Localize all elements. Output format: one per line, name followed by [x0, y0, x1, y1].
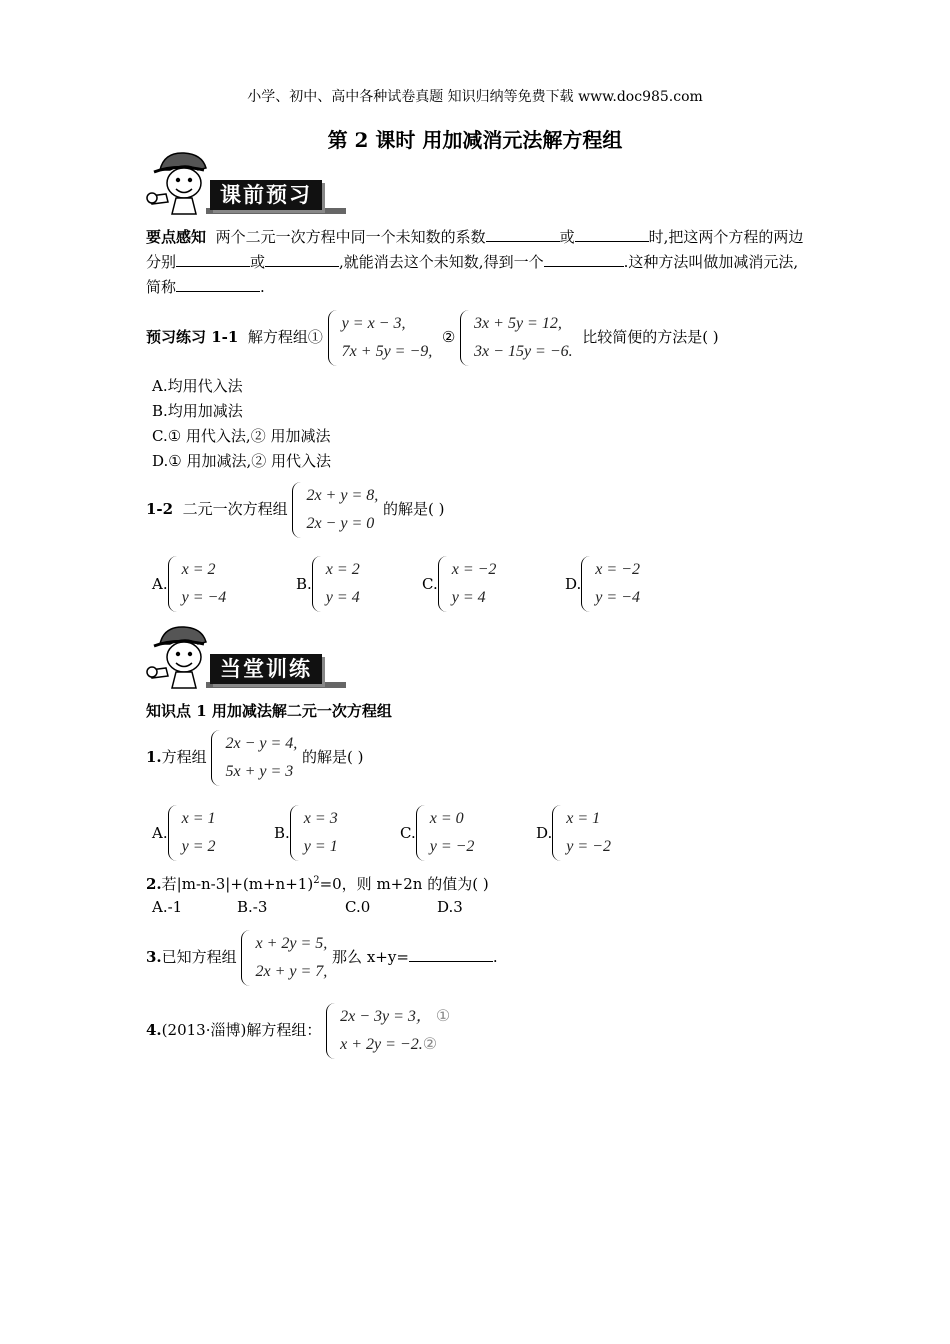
- option-c[interactable]: C.0: [345, 898, 371, 916]
- exercise-1-2: 1-2 二元一次方程组 2x + y = 8, 2x − y = 0 的解是( ): [146, 482, 445, 538]
- brace: [292, 482, 302, 538]
- site-header: 小学、初中、高中各种试卷真题 知识归纳等免费下载 www.doc985.com: [247, 89, 703, 105]
- answer-blank[interactable]: [176, 250, 250, 267]
- equation-system: x + 2y = 5, 2x + y = 7,: [241, 930, 327, 986]
- brace: [438, 556, 448, 612]
- brace: [168, 805, 178, 861]
- answer-blank[interactable]: [486, 225, 560, 242]
- equation-system: 2x + y = 8, 2x − y = 0: [292, 482, 378, 538]
- option-a[interactable]: A. x = 1 y = 2: [152, 805, 216, 861]
- brace: [416, 805, 426, 861]
- answer-blank[interactable]: [544, 250, 624, 267]
- equation-system: 2x − y = 4, 5x + y = 3: [211, 730, 297, 786]
- brace: [581, 556, 591, 612]
- option-b[interactable]: B. x = 3 y = 1: [274, 805, 338, 861]
- equation-system: 2x − 3y = 3， ① x + 2y = −2.②: [326, 1003, 450, 1059]
- brace: [312, 556, 322, 612]
- question-2: 2.若$|m-n-3|+(m+n+1)^2=0$，则 m+2n 的值为( ): [146, 875, 489, 893]
- banner-preview: [146, 150, 346, 218]
- brace: [290, 805, 300, 861]
- brace: [552, 805, 562, 861]
- section-heading: 知识点 1 用加减法解二元一次方程组: [146, 702, 392, 720]
- brace: [168, 556, 178, 612]
- question-4: 4.(2013·淄博)解方程组： 2x − 3y = 3， ① x + 2y = −2.②: [146, 1003, 450, 1059]
- option-a[interactable]: A.-1: [152, 898, 183, 916]
- answer-blank[interactable]: [265, 250, 339, 267]
- answer-blank[interactable]: [176, 275, 260, 292]
- option-b[interactable]: B.-3: [237, 898, 268, 916]
- key-points-paragraph: 要点感知 两个二元一次方程中同一个未知数的系数 或 时,把这两个方程的两边分别 或 ,就能消去这个未知数,得到一个 .这种方法叫做加减消元法,简称 .: [146, 225, 810, 300]
- exercise-1-1-options: [152, 374, 331, 474]
- brace: [241, 930, 251, 986]
- banner-label: 当堂训练: [210, 654, 322, 684]
- option-c[interactable]: C. x = 0 y = −2: [400, 805, 474, 861]
- option-a[interactable]: A. x = 2 y = −4: [152, 556, 226, 612]
- brace: [328, 310, 338, 366]
- option-c[interactable]: C.① 用代入法,② 用加减法: [152, 427, 331, 445]
- exercise-1-1: 预习练习 1-1 解方程组① y = x − 3, 7x + 5y = −9, ② 3x + 5y = 12, 3x − 15y = −6. 比较简便的方法是( ): [146, 310, 719, 366]
- brace: [211, 730, 221, 786]
- brace: [326, 1003, 336, 1059]
- banner-classroom: [146, 624, 346, 692]
- option-b[interactable]: B. x = 2 y = 4: [296, 556, 360, 612]
- option-b[interactable]: B.均用加减法: [152, 402, 243, 420]
- equation-system: y = x − 3, 7x + 5y = −9,: [328, 310, 433, 366]
- equation-system: 3x + 5y = 12, 3x − 15y = −6.: [460, 310, 573, 366]
- key-points-label: 要点感知: [146, 228, 207, 246]
- option-d[interactable]: D. x = 1 y = −2: [536, 805, 611, 861]
- question-3: 3.已知方程组 x + 2y = 5, 2x + y = 7, 那么 x+y= .: [146, 930, 498, 986]
- option-d[interactable]: D.① 用加减法,② 用代入法: [152, 452, 332, 470]
- option-d[interactable]: D. x = −2 y = −4: [565, 556, 640, 612]
- option-a[interactable]: A.均用代入法: [152, 377, 243, 395]
- option-c[interactable]: C. x = −2 y = 4: [422, 556, 496, 612]
- page-title: 第 2 课时 用加减消元法解方程组: [327, 128, 623, 152]
- banner-label: 课前预习: [210, 180, 322, 210]
- answer-blank[interactable]: [575, 225, 649, 242]
- question-1: 1.方程组 2x − y = 4, 5x + y = 3 的解是( ): [146, 730, 364, 786]
- answer-blank[interactable]: [409, 945, 493, 962]
- brace: [460, 310, 470, 366]
- option-d[interactable]: D.3: [437, 898, 463, 916]
